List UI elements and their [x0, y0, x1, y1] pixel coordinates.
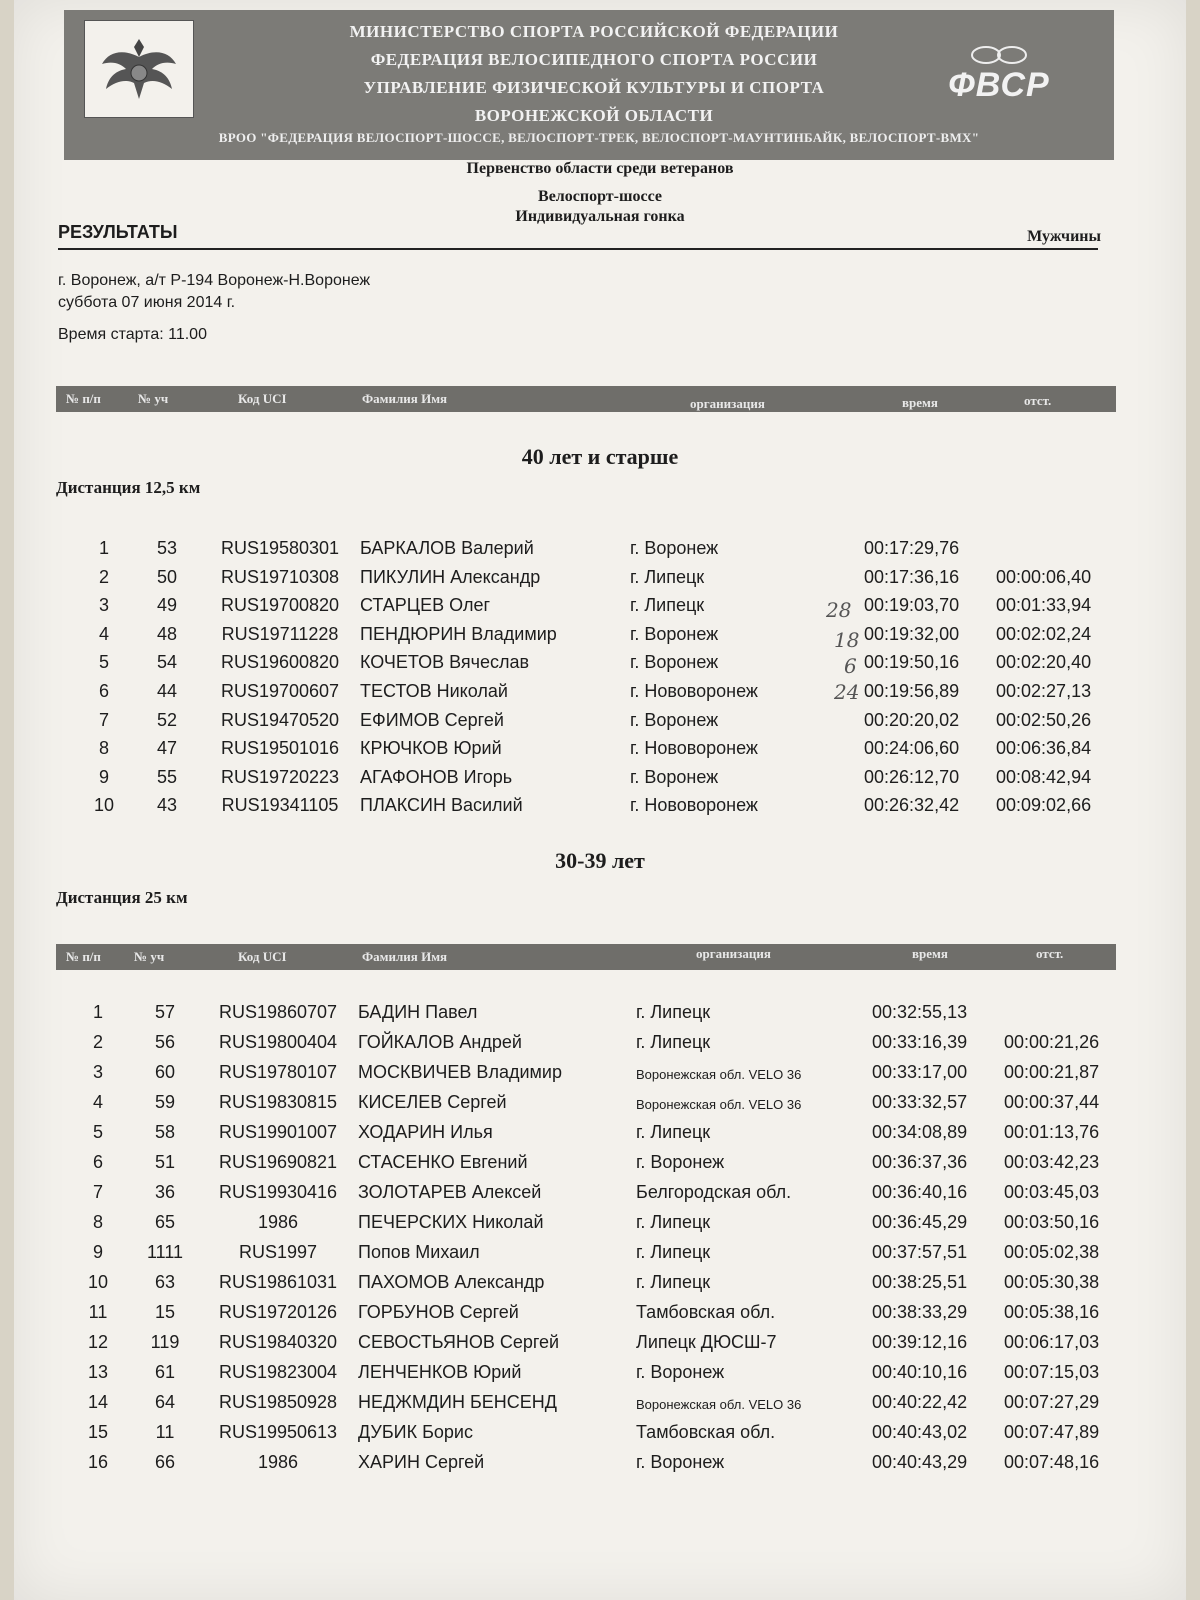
cell-org: Тамбовская обл.	[636, 1302, 776, 1322]
cell-pos: 9	[98, 766, 109, 787]
cell-org: г. Липецк	[630, 595, 705, 616]
cell-uci: RUS19600820	[220, 652, 340, 673]
cell-name: ТЕСТОВ Николай	[360, 681, 508, 701]
cell-time: 00:34:08,89	[872, 1122, 968, 1142]
cell-uci: RUS19690821	[218, 1152, 338, 1172]
table-row	[14, 1182, 1186, 1208]
table-row	[14, 1092, 1186, 1118]
cell-org: г. Нововоронеж	[630, 738, 758, 759]
cell-org: г. Липецк	[636, 1122, 711, 1142]
cell-gap: 00:07:48,16	[1004, 1452, 1100, 1472]
table-row	[14, 1152, 1186, 1178]
cell-org: г. Липецк	[636, 1032, 711, 1052]
cell-name: КРЮЧКОВ Юрий	[360, 738, 502, 759]
cell-uci: 1986	[257, 1212, 299, 1232]
cell-gap: 00:06:17,03	[1004, 1332, 1100, 1352]
table-row	[14, 595, 1186, 621]
cell-time: 00:19:03,70	[864, 595, 960, 616]
cell-name: СТАСЕНКО Евгений	[358, 1152, 528, 1172]
emblem-logo	[84, 20, 194, 118]
cell-pos: 7	[92, 1182, 103, 1202]
cell-name: ДУБИК Борис	[358, 1422, 473, 1442]
cell-gap: 00:00:21,26	[1004, 1032, 1100, 1052]
col-name: Фамилия Имя	[362, 391, 448, 406]
col-gap: отст.	[1024, 393, 1052, 408]
handwritten-note: 24	[834, 680, 860, 704]
table-row	[14, 1272, 1186, 1298]
col-bib: № уч	[134, 949, 165, 964]
cell-org: г. Воронеж	[630, 652, 719, 673]
col-time: время	[902, 395, 938, 410]
cell-name: КИСЕЛЕВ Сергей	[358, 1092, 507, 1112]
cell-org: Липецк ДЮСШ-7	[636, 1332, 777, 1352]
cell-time: 00:36:45,29	[872, 1212, 968, 1232]
fvsr-logo	[924, 38, 1074, 108]
cell-name: БАДИН Павел	[358, 1002, 478, 1022]
cell-bib: 58	[154, 1122, 176, 1142]
cell-bib: 54	[156, 652, 178, 673]
table-row	[14, 567, 1186, 593]
cell-name: ЕФИМОВ Сергей	[360, 709, 504, 730]
results-label: РЕЗУЛЬТАТЫ	[58, 222, 178, 242]
cell-pos: 3	[92, 1062, 103, 1082]
cell-time: 00:17:36,16	[864, 566, 960, 587]
cell-bib: 1111	[146, 1242, 184, 1262]
cell-pos: 10	[87, 1272, 109, 1292]
cell-pos: 14	[87, 1392, 109, 1412]
cell-uci: RUS19800404	[218, 1032, 338, 1052]
cell-gap: 00:07:15,03	[1004, 1362, 1100, 1382]
col-time: время	[912, 946, 948, 961]
cell-org: г. Воронеж	[636, 1152, 725, 1172]
cell-time: 00:26:32,42	[864, 795, 960, 816]
cell-uci: RUS19580301	[220, 538, 340, 558]
table-row	[14, 1002, 1186, 1028]
cell-name: ХАРИН Сергей	[358, 1452, 485, 1472]
cell-pos: 13	[87, 1362, 109, 1382]
cell-pos: 5	[98, 652, 109, 673]
cell-name: ПАХОМОВ Александр	[358, 1272, 545, 1292]
cell-org: Воронежская обл. VELO 36	[636, 1067, 802, 1082]
cell-uci: RUS19780107	[218, 1062, 338, 1082]
cell-uci: RUS19830815	[218, 1092, 338, 1112]
cell-gap: 00:05:38,16	[1004, 1302, 1100, 1322]
cell-bib: 47	[156, 738, 178, 759]
cell-org: г. Липецк	[636, 1272, 711, 1292]
cell-gap: 00:02:27,13	[996, 681, 1092, 701]
table-row	[14, 1212, 1186, 1238]
table-row	[14, 1242, 1186, 1268]
header-line-1: МИНИСТЕРСТВО СПОРТА РОССИЙСКОЙ ФЕДЕРАЦИИ	[349, 22, 839, 41]
cell-uci: RUS19470520	[220, 709, 340, 730]
cell-bib: 36	[154, 1182, 176, 1202]
cell-uci: RUS19950613	[218, 1422, 338, 1442]
cell-uci: RUS19930416	[218, 1182, 338, 1202]
col-uci: Код UCI	[238, 949, 287, 964]
cell-time: 00:24:06,60	[864, 738, 960, 759]
cell-gap: 00:02:20,40	[996, 652, 1092, 673]
cell-gap: 00:03:42,23	[1004, 1152, 1100, 1172]
cell-bib: 48	[156, 623, 178, 644]
cell-pos: 2	[92, 1032, 103, 1052]
cell-gap: 00:02:02,24	[996, 623, 1092, 644]
cell-pos: 1	[98, 538, 109, 558]
cell-time: 00:19:56,89	[864, 681, 960, 701]
cell-name: АГАФОНОВ Игорь	[360, 766, 513, 787]
table-row	[14, 1332, 1186, 1358]
cell-bib: 50	[156, 566, 178, 587]
header-line-4: ВОРОНЕЖСКОЙ ОБЛАСТИ	[474, 106, 714, 125]
cell-time: 00:40:43,02	[872, 1422, 968, 1442]
logo-text: ФВСР	[948, 66, 1050, 104]
cell-gap: 00:00:21,87	[1004, 1062, 1100, 1082]
event-date: суббота 07 июня 2014 г.	[58, 294, 236, 311]
cell-name: ПЕЧЕРСКИХ Николай	[358, 1212, 544, 1232]
cell-time: 00:19:50,16	[864, 652, 960, 673]
cell-gap: 00:05:02,38	[1004, 1242, 1100, 1262]
cell-name: ГОРБУНОВ Сергей	[358, 1302, 519, 1322]
gender-label: Мужчины	[1027, 228, 1101, 245]
table-row	[14, 1122, 1186, 1148]
cell-uci: RUS19901007	[218, 1122, 338, 1142]
cell-uci: RUS19700820	[220, 595, 340, 616]
cell-time: 00:40:22,42	[872, 1392, 968, 1412]
cell-uci: RUS19823004	[218, 1362, 338, 1382]
cell-pos: 15	[87, 1422, 109, 1442]
cell-gap: 00:03:45,03	[1004, 1182, 1100, 1202]
cell-pos: 6	[98, 681, 109, 701]
cell-pos: 11	[88, 1302, 108, 1322]
cell-org: Тамбовская обл.	[636, 1422, 776, 1442]
cell-uci: RUS19720126	[218, 1302, 338, 1322]
cell-uci: RUS19341105	[221, 795, 339, 816]
table-row	[14, 767, 1186, 793]
cell-time: 00:20:20,02	[864, 709, 960, 730]
cell-name: Попов Михаил	[358, 1242, 480, 1262]
cell-org: г. Липецк	[636, 1002, 711, 1022]
cell-bib: 57	[154, 1002, 176, 1022]
table-row	[14, 738, 1186, 764]
table-row	[14, 1452, 1186, 1478]
cell-gap: 00:08:42,94	[996, 766, 1092, 787]
cell-uci: RUS19860707	[218, 1002, 338, 1022]
cell-name: МОСКВИЧЕВ Владимир	[358, 1062, 562, 1082]
event-discipline: Велоспорт-шоссе	[538, 188, 662, 205]
header-bottom-line: ВРОО "ФЕДЕРАЦИЯ ВЕЛОСПОРТ-ШОССЕ, ВЕЛОСПОРТ-ТРЕК, ВЕЛОСПОРТ-МАУНТИНБАЙК, ВЕЛОСПОРТ-ВМХ"	[218, 130, 980, 145]
cell-name: ПЕНДЮРИН Владимир	[360, 623, 557, 644]
table-row	[14, 681, 1186, 707]
cell-pos: 5	[92, 1122, 103, 1142]
table-row	[14, 1032, 1186, 1058]
cell-pos: 16	[87, 1452, 109, 1472]
col-pos: № п/п	[66, 949, 101, 964]
cell-org: г. Воронеж	[630, 538, 719, 558]
group-title-40plus: 40 лет и старше	[521, 444, 679, 469]
table-row	[14, 795, 1186, 821]
event-location: г. Воронеж, а/т Р-194 Воронеж-Н.Воронеж	[58, 272, 371, 289]
cell-org: г. Воронеж	[630, 623, 719, 644]
cell-org: г. Воронеж	[636, 1452, 725, 1472]
table-row	[14, 1392, 1186, 1418]
header-banner	[64, 10, 1114, 160]
header-line-3: УПРАВЛЕНИЕ ФИЗИЧЕСКОЙ КУЛЬТУРЫ И СПОРТА	[363, 78, 825, 97]
cell-bib: 63	[154, 1272, 176, 1292]
cell-gap: 00:01:33,94	[996, 595, 1092, 616]
cell-pos: 4	[98, 623, 109, 644]
table-row	[14, 1362, 1186, 1388]
event-race-type: Индивидуальная гонка	[515, 208, 685, 225]
handwritten-note: 28	[826, 598, 852, 622]
cell-uci: 1986	[257, 1452, 299, 1472]
cell-uci: RUS19861031	[218, 1272, 338, 1292]
cell-name: ХОДАРИН Илья	[358, 1122, 493, 1142]
cell-org: г. Липецк	[630, 566, 705, 587]
column-header-bar	[56, 944, 1116, 970]
cell-bib: 11	[155, 1422, 175, 1442]
cell-time: 00:39:12,16	[872, 1332, 968, 1352]
col-name: Фамилия Имя	[362, 949, 448, 964]
cell-name: ЛЕНЧЕНКОВ Юрий	[358, 1362, 522, 1382]
cell-gap: 00:07:27,29	[1004, 1392, 1100, 1412]
cell-bib: 51	[154, 1152, 176, 1172]
group-distance-30-39: Дистанция 25 км	[56, 888, 188, 907]
cell-bib: 49	[156, 595, 178, 616]
cell-pos: 12	[87, 1332, 109, 1352]
cell-uci: RUS19501016	[220, 738, 340, 759]
group-distance-40plus: Дистанция 12,5 км	[56, 478, 201, 497]
cell-bib: 56	[154, 1032, 176, 1052]
cell-name: ПИКУЛИН Александр	[360, 566, 541, 587]
cell-name: ЗОЛОТАРЕВ Алексей	[358, 1182, 542, 1202]
cell-name: БАРКАЛОВ Валерий	[360, 538, 534, 558]
cell-org: г. Воронеж	[630, 709, 719, 730]
cell-gap: 00:07:47,89	[1004, 1422, 1100, 1442]
cell-uci: RUS1997	[238, 1242, 318, 1262]
cell-name: СТАРЦЕВ Олег	[360, 595, 491, 616]
cell-pos: 2	[98, 566, 109, 587]
cell-time: 00:17:29,76	[864, 538, 960, 558]
event-title: Первенство области среди ветеранов	[466, 160, 734, 177]
cell-gap: 00:00:06,40	[996, 566, 1092, 587]
double-headed-eagle-icon	[94, 29, 184, 109]
header-line-2: ФЕДЕРАЦИЯ ВЕЛОСИПЕДНОГО СПОРТА РОССИИ	[370, 50, 818, 69]
column-header-bar	[56, 386, 1116, 412]
cell-pos: 6	[92, 1152, 103, 1172]
cell-bib: 15	[154, 1302, 176, 1322]
cell-pos: 7	[98, 709, 109, 730]
cell-uci: RUS19700607	[220, 681, 340, 701]
col-uci: Код UCI	[238, 391, 287, 406]
cell-pos: 10	[93, 795, 115, 816]
cell-time: 00:26:12,70	[864, 766, 960, 787]
header-rule	[58, 248, 1098, 250]
col-org: организация	[696, 946, 771, 961]
cell-time: 00:33:32,57	[872, 1092, 968, 1112]
cell-uci: RUS19850928	[218, 1392, 338, 1412]
cell-bib: 59	[154, 1092, 176, 1112]
cell-bib: 52	[156, 709, 178, 730]
cell-name: ПЛАКСИН Василий	[360, 795, 523, 816]
col-bib: № уч	[138, 391, 169, 406]
cell-gap: 00:01:13,76	[1004, 1122, 1100, 1142]
cell-time: 00:38:33,29	[872, 1302, 968, 1322]
header-lines	[324, 18, 864, 130]
cell-uci: RUS19710308	[220, 566, 340, 587]
cell-gap: 00:06:36,84	[996, 738, 1092, 759]
table-row	[14, 1302, 1186, 1328]
cell-name: КОЧЕТОВ Вячеслав	[360, 652, 530, 673]
table-row	[14, 652, 1186, 678]
cell-time: 00:33:16,39	[872, 1032, 968, 1052]
cell-org: Воронежская обл. VELO 36	[636, 1397, 802, 1412]
cell-pos: 9	[92, 1242, 103, 1262]
cell-org: г. Нововоронеж	[630, 795, 758, 816]
cell-time: 00:40:10,16	[872, 1362, 968, 1382]
cell-org: г. Липецк	[636, 1212, 711, 1232]
cell-time: 00:19:32,00	[864, 623, 960, 644]
cell-pos: 8	[92, 1212, 103, 1232]
cell-bib: 60	[154, 1062, 176, 1082]
cell-name: ГОЙКАЛОВ Андрей	[358, 1032, 522, 1052]
event-start-time: Время старта: 11.00	[58, 326, 207, 343]
cell-time: 00:38:25,51	[872, 1272, 968, 1292]
cell-org: г. Нововоронеж	[630, 681, 758, 701]
col-org: организация	[690, 396, 765, 411]
cell-name: СЕВОСТЬЯНОВ Сергей	[358, 1332, 560, 1352]
cell-gap: 00:05:30,38	[1004, 1272, 1100, 1292]
col-gap: отст.	[1036, 946, 1064, 961]
results-sheet	[14, 0, 1186, 1600]
cell-time: 00:32:55,13	[872, 1002, 968, 1022]
cell-gap: 00:03:50,16	[1004, 1212, 1100, 1232]
cell-time: 00:36:40,16	[872, 1182, 968, 1202]
cell-time: 00:36:37,36	[872, 1152, 968, 1172]
table-row	[14, 538, 1186, 564]
cell-org: г. Липецк	[636, 1242, 711, 1262]
cell-bib: 53	[156, 538, 178, 558]
col-pos: № п/п	[66, 391, 101, 406]
cell-org: Белгородская обл.	[636, 1182, 792, 1202]
cell-bib: 66	[154, 1452, 176, 1472]
cell-bib: 55	[156, 766, 178, 787]
cell-gap: 00:02:50,26	[996, 709, 1092, 730]
cell-time: 00:33:17,00	[872, 1062, 968, 1082]
cell-org: г. Воронеж	[630, 766, 719, 787]
cell-bib: 64	[154, 1392, 176, 1412]
cell-bib: 119	[150, 1332, 180, 1352]
cell-org: Воронежская обл. VELO 36	[636, 1097, 802, 1112]
cell-pos: 8	[98, 738, 109, 759]
cell-pos: 4	[92, 1092, 103, 1112]
cell-bib: 65	[154, 1212, 176, 1232]
group-title-30-39: 30-39 лет	[555, 848, 645, 873]
table-row	[14, 1422, 1186, 1448]
cell-name: НЕДЖМДИН БЕНСЕНД	[358, 1392, 557, 1412]
cell-bib: 44	[156, 681, 178, 701]
handwritten-note: 18	[834, 628, 860, 652]
table-row	[14, 1062, 1186, 1088]
cell-pos: 3	[98, 595, 109, 616]
cell-time: 00:37:57,51	[872, 1242, 968, 1262]
cell-uci: RUS19711228	[221, 623, 339, 644]
cell-org: г. Воронеж	[636, 1362, 725, 1382]
handwritten-note: 6	[844, 654, 857, 678]
cell-time: 00:40:43,29	[872, 1452, 968, 1472]
cell-uci: RUS19720223	[220, 766, 340, 787]
cell-uci: RUS19840320	[218, 1332, 338, 1352]
bear-mark-icon	[964, 43, 1034, 67]
cell-bib: 43	[156, 795, 178, 816]
table-row	[14, 624, 1186, 650]
cell-gap: 00:00:37,44	[1004, 1092, 1100, 1112]
table-row	[14, 710, 1186, 736]
cell-bib: 61	[154, 1362, 176, 1382]
cell-pos: 1	[92, 1002, 103, 1022]
cell-gap: 00:09:02,66	[996, 795, 1092, 816]
